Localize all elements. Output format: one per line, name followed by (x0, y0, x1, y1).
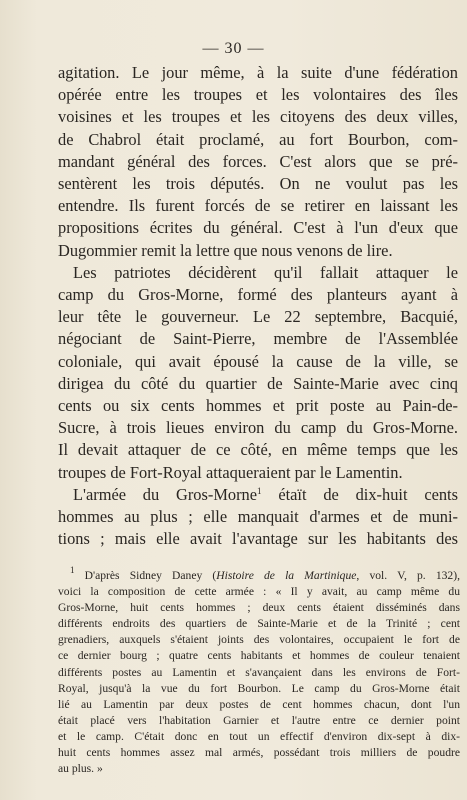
main-text (58, 62, 458, 550)
footnote-line: Royal, jusqu'à la vue du fort Bourbon. Le camp du Gros-Morne était (58, 681, 460, 695)
footnote-line: différents endroits des quartiers de Sainte-Marie et de la Trinité ; cent (58, 617, 460, 631)
footnote-book-title: Histoire de la Martinique (216, 569, 357, 582)
text-line: entendre. Ils furent forcés de se retirer en laissant les (58, 196, 458, 216)
text-line (58, 484, 458, 506)
text-line: coloniale, qui avait épousé la cause de la ville, se (58, 351, 458, 371)
footnote (58, 565, 460, 777)
text-segment: étaït de dix-huit cents (278, 484, 458, 504)
text-line: leur tête le gouverneur. Le 22 septembre, Bacquié, (58, 307, 458, 327)
footnote-segment: D'après Sidney Daney ( (84, 569, 217, 582)
footnote-line: voici la composition de cette armée : « Il y avait, au camp même du (58, 585, 460, 599)
footnote-line: Gros-Morne, huit cents hommes ; deux cents étaient disséminés dans (58, 601, 460, 615)
text-line: hommes au plus ; elle manquait d'armes et de muni- (58, 507, 458, 527)
footnote-reference: 1 (257, 485, 262, 496)
text-line: de Chabrol était proclamé, au fort Bourbon, com- (58, 129, 458, 149)
text-line: agitation. Le jour même, à la suite d'une fédération (58, 63, 458, 82)
text-line: Dugommier remit la lettre que nous venons de lire. (58, 240, 393, 260)
text-line: négociant de Saint-Pierre, membre de l'Assemblée (58, 329, 458, 349)
text-line: cents ou six cents hommes et prit poste au Pain-de- (58, 396, 458, 416)
footnote-line: lié au Lamentin par deux postes de cent hommes chacun, dont l'un (58, 697, 460, 711)
text-line: dirigea du côté du quartier de Sainte-Marie avec cinq (58, 373, 458, 393)
footnote-line: huit cents hommes assez mal armés, possédant trois milliers de poudre (58, 746, 460, 760)
text-line: troupes de Fort-Royal attaqueraient par le Lamentin. (58, 462, 403, 482)
footnote-line: différents postes au Lamentin et s'avançaient dans les environs de Fort- (58, 665, 460, 679)
text-line: Sucre, à trois lieues environ du camp du Gros-Morne. (58, 418, 458, 438)
text-line: voisines et les troupes et les citoyens des deux villes, (58, 107, 458, 127)
text-line: mandant général des forces. C'est alors que se pré- (58, 151, 458, 171)
text-line: Il devait attaquer de ce côté, en même temps que les (58, 440, 458, 460)
text-line: opérée entre les troupes et les volontaires des îles (58, 85, 458, 105)
page-number: — 30 — (202, 40, 265, 57)
footnote-line: au plus. » (58, 762, 103, 776)
text-line: Les patriotes décidèrent qu'il fallait attaquer le (73, 262, 458, 282)
footnote-segment: , vol. V, p. 132), (356, 569, 460, 582)
footnote-line: ce dernier bourg ; quatre cents habitants et hommes de couleur tenaient (58, 649, 460, 663)
footnote-line: et le camp. C'était donc en tout un effectif d'environ dix-sept à dix- (58, 729, 460, 743)
footnote-line: grenadiers, auxquels s'étaient joints des volontaires, occupaient le fort de (58, 633, 460, 647)
text-line: propositions écrites du général. C'est à l'un d'eux que (58, 218, 458, 238)
text-line: tions ; mais elle avait l'avantage sur les habitants des (58, 529, 458, 549)
text-line: camp du Gros-Morne, formé des planteurs ayant à (58, 285, 458, 305)
text-line: sentèrent les trois députés. On ne voulut pas les (58, 174, 458, 194)
footnote-line: était placé vers l'habitation Garnier et l'autre entre ce dernier point (58, 713, 460, 727)
text-segment: L'armée du Gros-Morne (73, 484, 258, 504)
footnote-marker: 1 (70, 565, 75, 575)
footnote-line (58, 565, 460, 584)
